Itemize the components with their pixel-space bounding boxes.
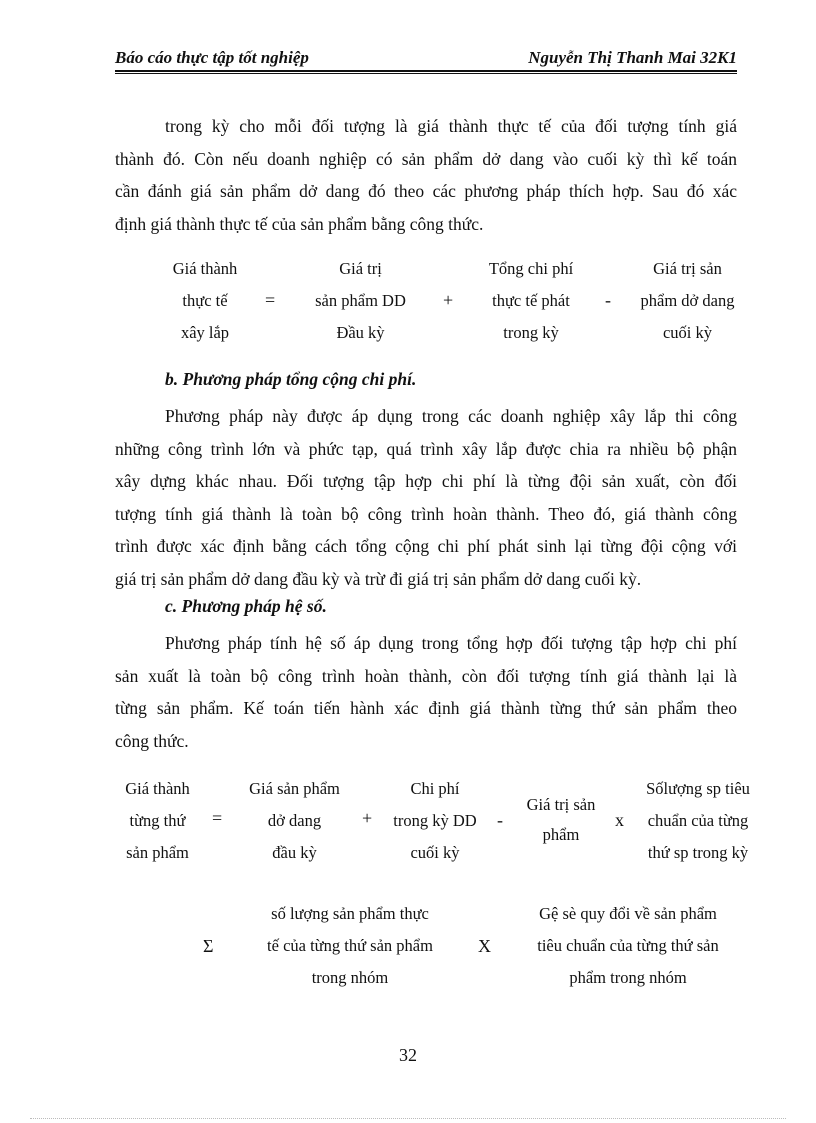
formula-text: Giá trị sản bbox=[526, 795, 596, 814]
formula-text: Giá trị sản bbox=[653, 259, 722, 278]
paragraph-line: những công trình lớn và phức tạp, quá trình xây lắp được chia ra nhiều bộ phận bbox=[115, 438, 737, 459]
formula-text: phẩm trong nhóm bbox=[569, 968, 687, 987]
times-sign: x bbox=[615, 810, 624, 830]
plus-sign: + bbox=[362, 808, 373, 828]
paragraph-line: xây dựng khác nhau. Đối tượng tập hợp chi phí là từng đội sản xuất, còn đối bbox=[115, 471, 737, 491]
formula-text: Giá thành bbox=[172, 259, 238, 278]
formula-text: từng thứ bbox=[129, 811, 186, 830]
header-right-author: Nguyễn Thị Thanh Mai 32K1 bbox=[528, 48, 737, 67]
paragraph-line: định giá thành thực tế của sản phẩm bằng công thức. bbox=[115, 213, 484, 234]
formula-text: tiêu chuẩn của từng thứ sản bbox=[537, 936, 719, 955]
page-bottom-border bbox=[30, 1118, 786, 1119]
formula-text: Giá thành bbox=[125, 779, 190, 798]
minus-sign: - bbox=[497, 810, 503, 830]
formula-text: Giá sản phẩm bbox=[249, 779, 340, 798]
formula-text: phẩm dở dang bbox=[640, 291, 735, 310]
formula-text: cuối kỳ bbox=[662, 323, 713, 342]
denominator-term1 bbox=[240, 898, 460, 994]
formula-text: Gệ sè quy đổi về sản phẩm bbox=[539, 904, 717, 923]
heading-method-b: b. Phương pháp tổng cộng chi phí. bbox=[165, 369, 417, 389]
paragraph-line: Phương pháp tính hệ số áp dụng trong tổng hợp đối tượng tập hợp chi phí bbox=[165, 633, 737, 653]
formula-text: trong nhóm bbox=[311, 968, 389, 987]
paragraph-line: cần đánh giá sản phẩm dở dang đó theo các phương pháp thích hợp. Sau đó xác bbox=[115, 181, 737, 201]
paragraph-line: sản xuất là toàn bộ công trình hoàn thành, còn đối tượng tính giá thành lại là bbox=[115, 665, 737, 686]
formula-text: trong kỳ bbox=[503, 323, 559, 342]
paragraph-line: Phương pháp này được áp dụng trong các doanh nghiệp xây lắp thi công bbox=[165, 406, 737, 426]
paragraph-line: trình được xác định bằng cách tổng cộng chi phí phát sinh lại từng đội cộng với bbox=[115, 536, 737, 556]
formula1-term3 bbox=[470, 253, 592, 349]
paragraph-1 bbox=[115, 110, 737, 240]
paragraph-line: từng sản phẩm. Kế toán tiến hành xác định giá thành từng thứ sản phẩm theo bbox=[115, 698, 737, 718]
formula-text: Đầu kỳ bbox=[336, 323, 385, 342]
formula-text: xây lắp bbox=[180, 323, 230, 342]
formula-text: Tổng chi phí bbox=[488, 259, 574, 278]
equals-sign: = bbox=[212, 808, 223, 828]
formula2-term4 bbox=[512, 790, 610, 850]
paragraph-line: giá trị sản phẩm dở dang đầu kỳ và trừ đi giá trị sản phẩm dở dang cuối kỳ. bbox=[115, 568, 642, 589]
formula-text: thứ sp trong kỳ bbox=[647, 843, 749, 862]
formula-text: trong kỳ DD bbox=[393, 811, 477, 830]
formula2-term5 bbox=[632, 773, 764, 869]
header-rule bbox=[115, 70, 737, 74]
paragraph-line: tượng tính giá thành là toàn bộ công trình hoàn thành. Theo đó, giá thành công bbox=[115, 503, 737, 524]
formula-text: thực tế bbox=[182, 291, 228, 310]
formula-text: đầu kỳ bbox=[272, 843, 317, 862]
paragraph-line: thành đó. Còn nếu doanh nghiệp có sản phẩm dở dang vào cuối kỳ thì kế toán bbox=[115, 148, 737, 169]
formula-text: Chi phí bbox=[410, 779, 460, 798]
formula2-term2 bbox=[232, 773, 357, 869]
heading-method-c: c. Phương pháp hệ số. bbox=[165, 596, 327, 616]
plus-sign: + bbox=[443, 290, 454, 310]
sigma-symbol: Σ bbox=[203, 936, 214, 956]
formula-text: dở dang bbox=[267, 811, 322, 830]
equals-sign: = bbox=[265, 290, 276, 310]
formula-text: sản phẩm DD bbox=[315, 291, 406, 310]
formula1-term4 bbox=[625, 253, 750, 349]
formula-text: chuẩn của từng bbox=[647, 811, 749, 830]
formula-text: số lượng sản phẩm thực bbox=[271, 904, 429, 923]
formula1-term1 bbox=[150, 253, 260, 349]
paragraph-3 bbox=[115, 627, 737, 757]
formula-text: phẩm bbox=[542, 825, 580, 844]
formula-text: sản phẩm bbox=[126, 843, 189, 862]
denominator-term2 bbox=[508, 898, 748, 994]
header-left-title: Báo cáo thực tập tốt nghiệp bbox=[115, 48, 309, 67]
formula-text: cuối kỳ bbox=[410, 843, 460, 862]
formula-text: Sốlượng sp tiêu bbox=[646, 779, 750, 798]
formula1-term2 bbox=[298, 253, 423, 349]
page-number: 32 bbox=[399, 1045, 417, 1065]
paragraph-line: công thức. bbox=[115, 730, 189, 751]
formula-text: Giá trị bbox=[339, 259, 382, 278]
minus-sign: - bbox=[605, 290, 611, 310]
paragraph-line: trong kỳ cho mỗi đối tượng là giá thành thực tế của đối tượng tính giá bbox=[165, 116, 737, 136]
formula2-term1 bbox=[110, 773, 205, 869]
paragraph-2 bbox=[115, 400, 737, 595]
formula-text: thực tế phát bbox=[492, 291, 570, 310]
formula2-term3 bbox=[380, 773, 490, 869]
formula-text: tế của từng thứ sản phẩm bbox=[267, 936, 433, 955]
times-sign: X bbox=[478, 936, 491, 956]
